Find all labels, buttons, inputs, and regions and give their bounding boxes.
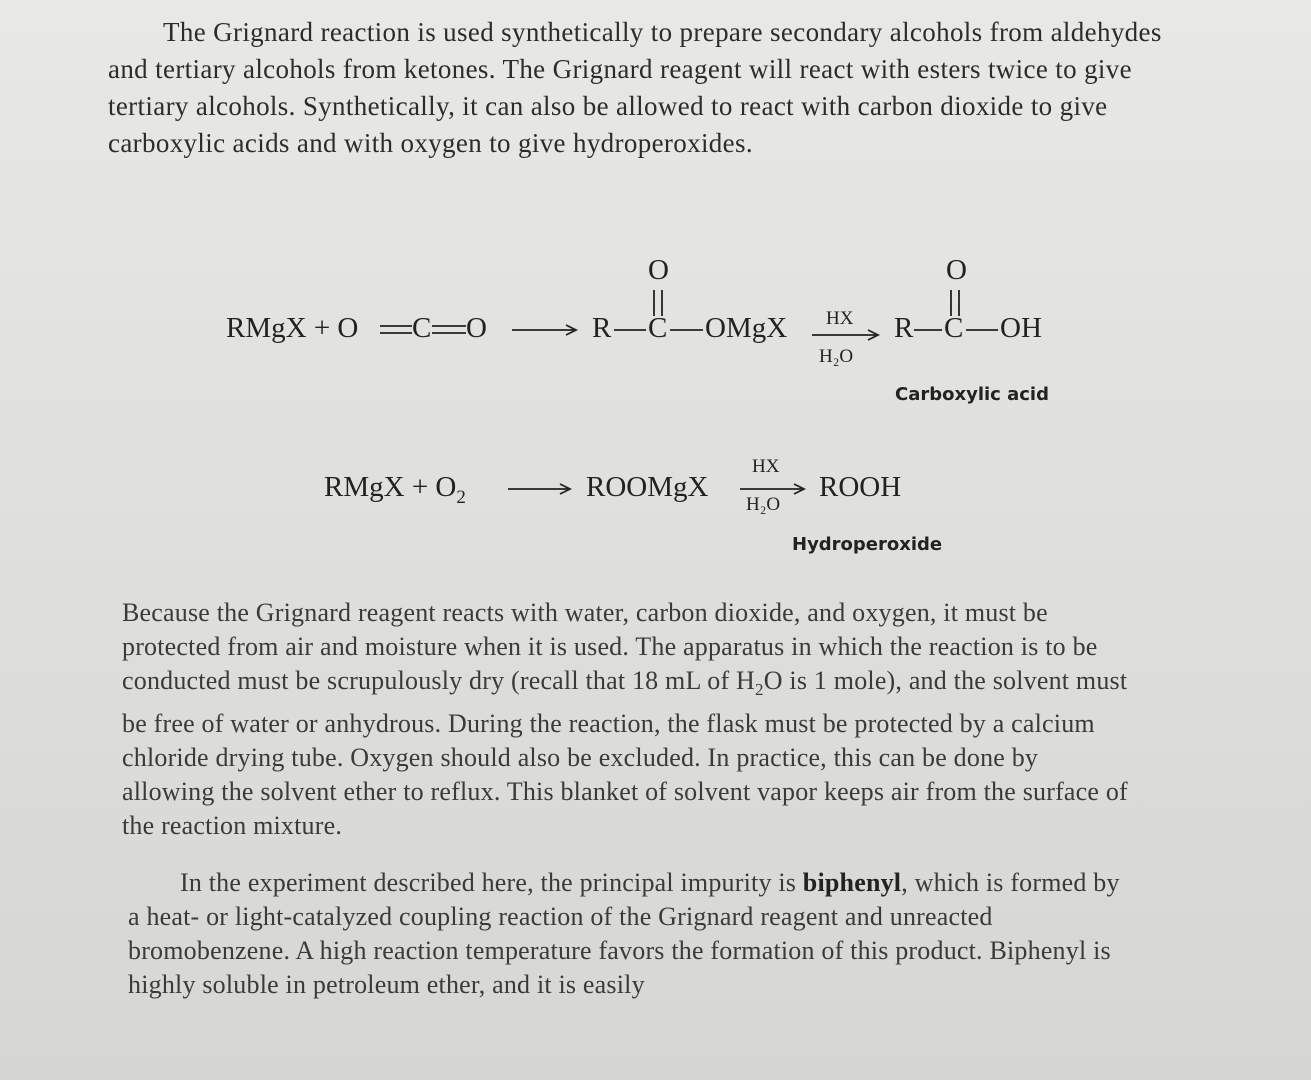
eq2-reactant-text: RMgX + O: [324, 471, 457, 503]
co2-double-bond-left: [380, 326, 412, 333]
impurity-paragraph: [128, 866, 1128, 1002]
eq1-product-oh: OH: [1000, 312, 1042, 344]
label-carboxylic-acid: Carboxylic acid: [895, 384, 1049, 405]
eq1-product-r: R: [894, 312, 914, 344]
eq1-carbon: C: [412, 312, 432, 344]
para2-text-b: O is 1 mole), and the solvent must be free of water or anhydrous. During the reaction, the flask must be protected by a calcium chloride drying tube. Oxygen should also be excluded. In practice, this can be done by allowing the solvent ether to reflux. This blanket of solvent vapor keeps air from the surface of the reaction mixture.: [122, 666, 1128, 841]
eq1-product-carbonyl-double-bond: [951, 290, 959, 316]
protection-paragraph: [122, 596, 1137, 843]
biphenyl-term: biphenyl: [802, 868, 902, 897]
eq2-intermediate: ROOMgX: [586, 471, 709, 503]
eq1-intermediate-r: R: [592, 312, 612, 344]
para2-text-a: Because the Grignard reagent reacts with water, carbon dioxide, and oxygen, it must be protected from air and moisture when it is used. The apparatus in which the reaction is to be conducted must be scrupulously dry (recall that 18 mL of H: [122, 598, 1098, 695]
eq2-product: ROOH: [819, 471, 902, 503]
label-hydroperoxide: Hydroperoxide: [792, 534, 943, 555]
eq1-product-c: C: [944, 312, 964, 344]
eq1-product-top-oxygen: O: [946, 254, 967, 286]
eq2-arrow-2: [740, 484, 804, 494]
eq2-arrow-1: [508, 484, 570, 494]
eq1-reagent-hx: HX: [826, 308, 854, 329]
eq1-reagent-h2o: H₂O: [819, 346, 854, 367]
eq2-reagent-hx: HX: [752, 456, 780, 477]
eq1-oxygen-end: O: [466, 312, 487, 344]
eq1-intermediate-top-oxygen: O: [648, 254, 669, 286]
eq1-arrow-1: [512, 325, 576, 335]
eq1-intermediate-c: C: [648, 312, 668, 344]
intro-paragraph: The Grignard reaction is used synthetically to prepare secondary alcohols from aldehydes and tertiary alcohols from ketones. The Grignard reagent will react with esters twice to give tertiary alcohols. Synthetically, it can also be allowed to react with carbon dioxide to give carboxylic acids and with oxygen to give hydroperoxides.: [108, 17, 1162, 158]
para3-text-a: In the experiment described here, the principal impurity is: [180, 868, 803, 897]
eq2-reactant-subscript: 2: [456, 486, 466, 508]
eq1-intermediate-omgx: OMgX: [705, 312, 788, 344]
para3-text-b: , which is formed by a heat- or light-catalyzed coupling reaction of the Grignard reagent and unreacted bromobenzene. A high reaction temperature favors the formation of this product. Biphenyl is highly soluble in petroleum ether, and it is easily: [128, 868, 1120, 999]
eq1-carbonyl-double-bond: [654, 290, 662, 316]
para2-subscript: 2: [755, 680, 764, 700]
co2-double-bond-right: [432, 326, 466, 333]
eq1-arrow-2: [812, 330, 878, 340]
eq2-reagent-h2o: H₂O: [746, 494, 781, 515]
eq1-reactant: RMgX + O: [226, 312, 359, 344]
